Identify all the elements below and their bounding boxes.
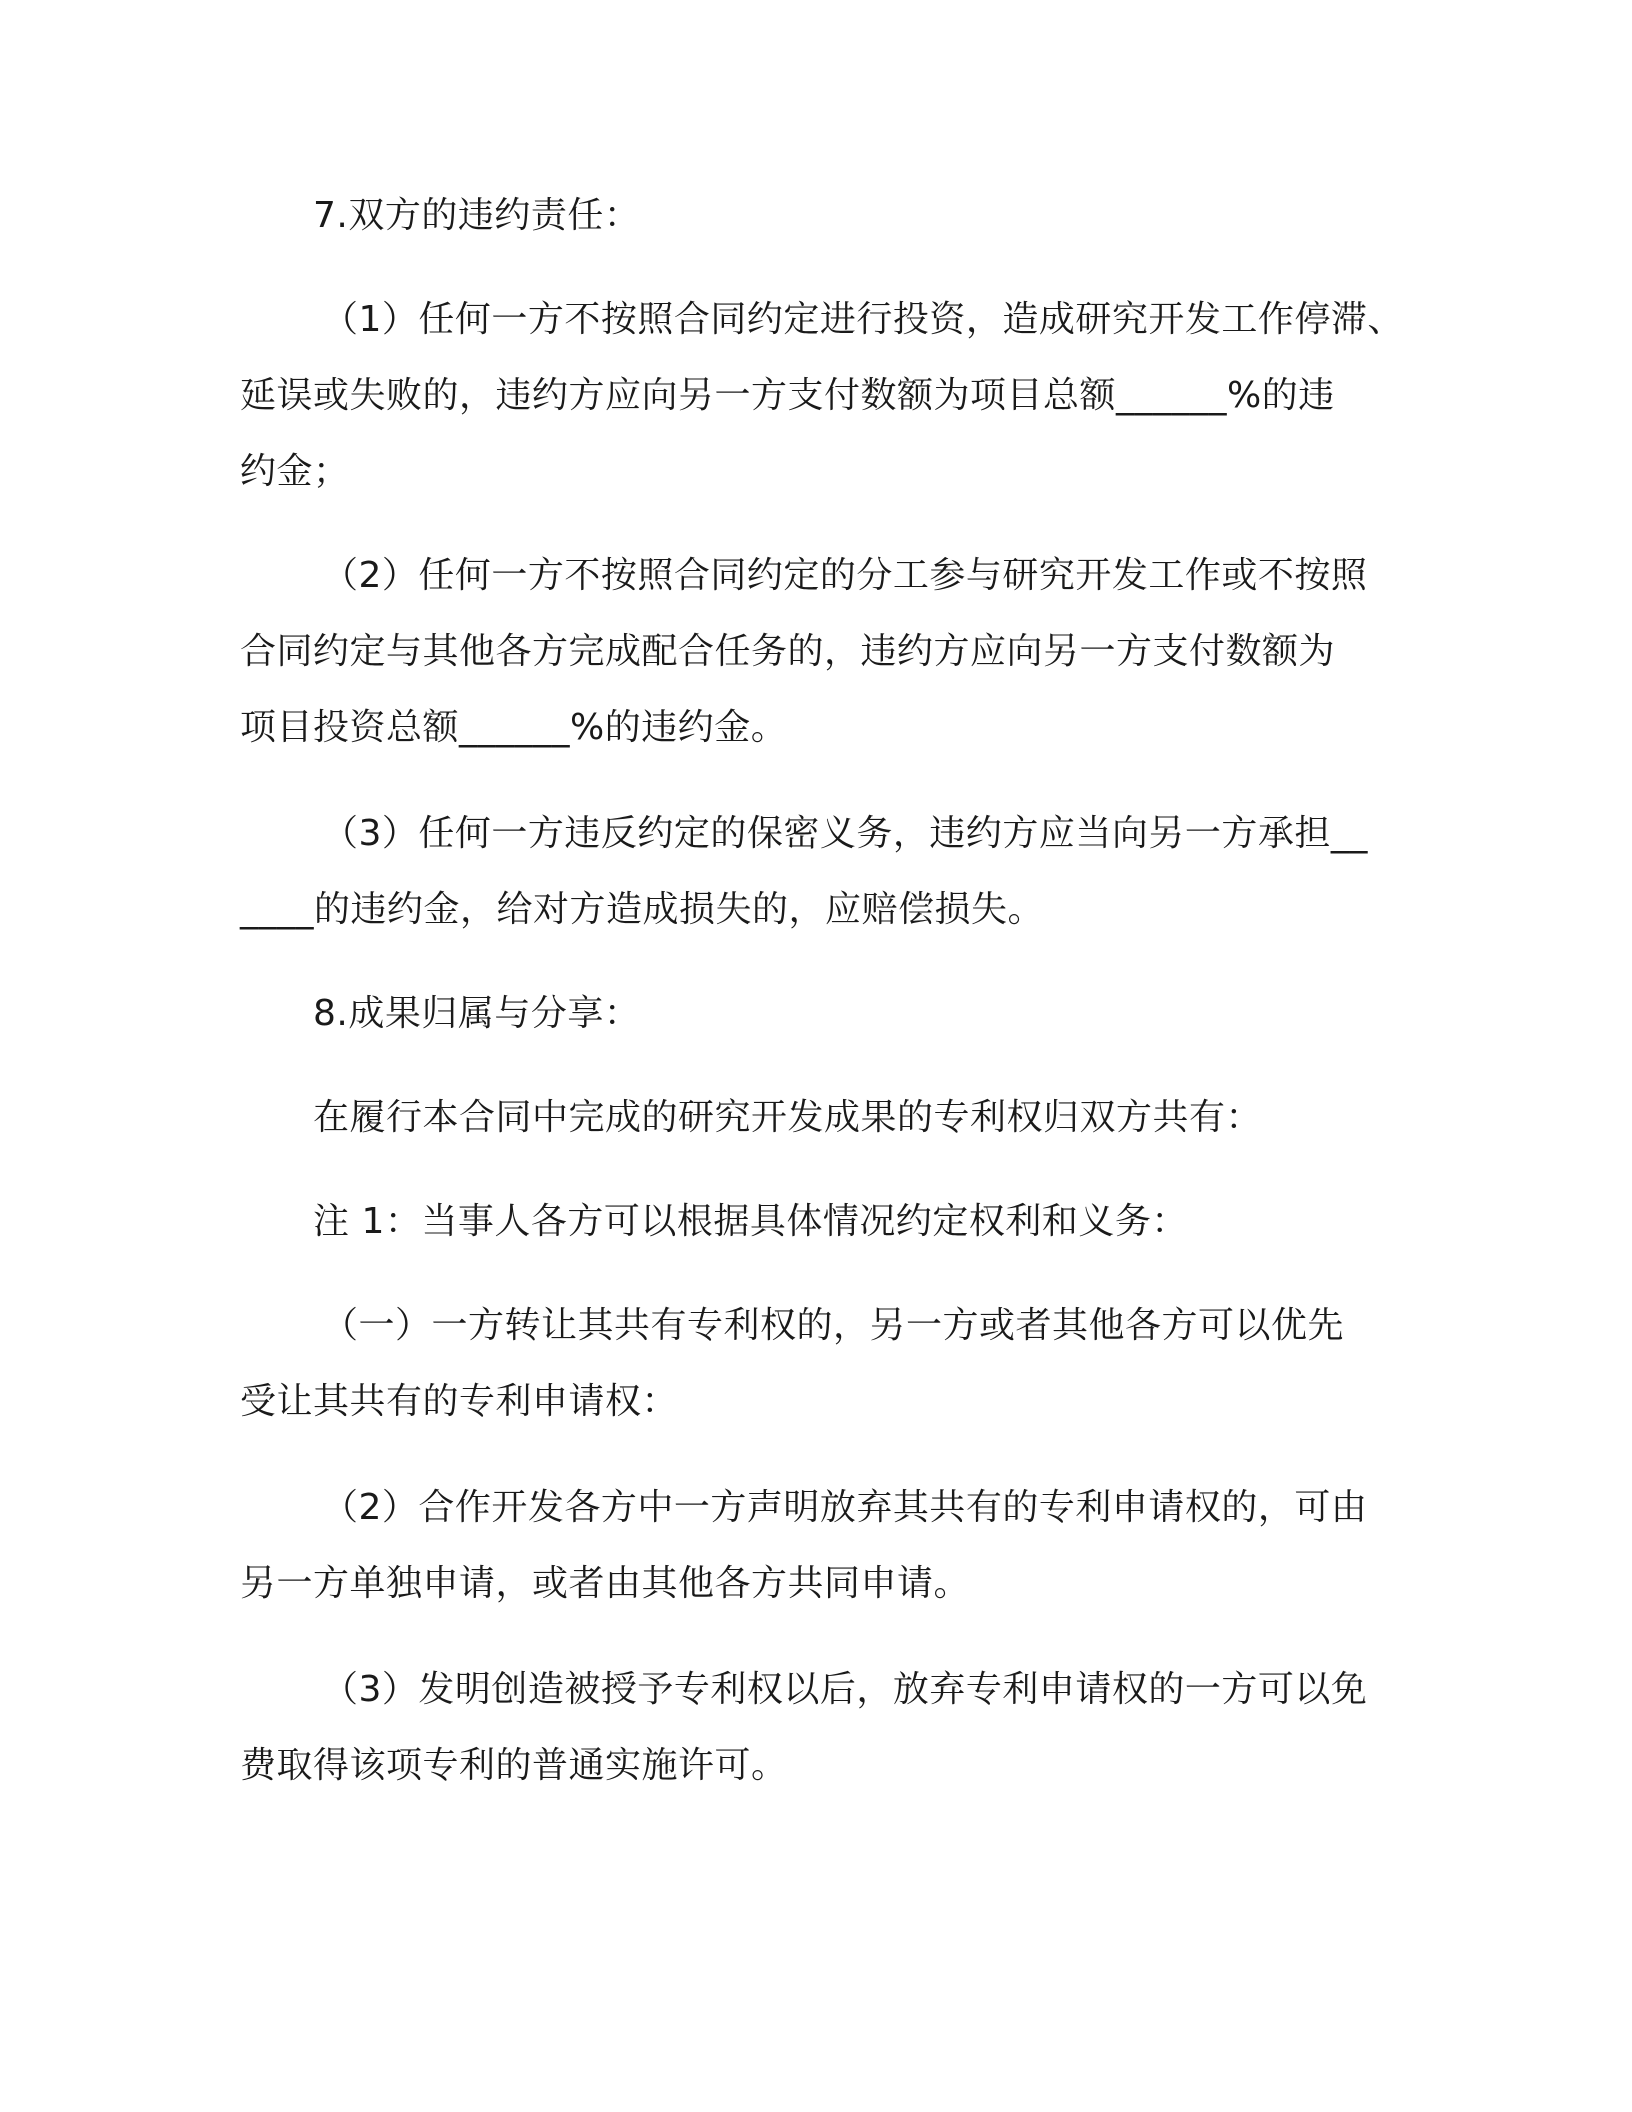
text-line: 延误或失败的，违约方应向另一方支付数额为项目总额______%的违 bbox=[240, 375, 1335, 416]
section-7-heading bbox=[240, 178, 1390, 254]
section-8-item-3 bbox=[240, 1652, 1390, 1804]
text-line: 在履行本合同中完成的研究开发成果的专利权归双方共有： bbox=[313, 1097, 1263, 1138]
section-7-item-3 bbox=[240, 796, 1390, 948]
text-line: 受让其共有的专利申请权： bbox=[240, 1381, 679, 1422]
text-line: （3）发明创造被授予专利权以后，放弃专利申请权的一方可以免 bbox=[322, 1669, 1368, 1710]
section-8-heading bbox=[240, 976, 1390, 1052]
section-8-item-1 bbox=[240, 1288, 1390, 1440]
section-8-item-2 bbox=[240, 1470, 1390, 1622]
text-line: （2）合作开发各方中一方声明放弃其共有的专利申请权的，可由 bbox=[322, 1487, 1368, 1528]
text-line: （3）任何一方违反约定的保密义务，违约方应当向另一方承担__ bbox=[322, 813, 1368, 854]
text-line: ____的违约金，给对方造成损失的，应赔偿损失。 bbox=[240, 889, 1045, 930]
section-8-body bbox=[240, 1080, 1390, 1156]
section-7-item-1 bbox=[240, 282, 1404, 510]
text-line: 另一方单独申请，或者由其他各方共同申请。 bbox=[240, 1563, 971, 1604]
section-7-item-2 bbox=[240, 538, 1390, 766]
text-line: （1）任何一方不按照合同约定进行投资，造成研究开发工作停滞、 bbox=[322, 299, 1404, 340]
text-line: 合同约定与其他各方完成配合任务的，违约方应向另一方支付数额为 bbox=[240, 631, 1336, 672]
section-8-note-1 bbox=[240, 1184, 1390, 1260]
text-line: 注 1：当事人各方可以根据具体情况约定权利和义务： bbox=[313, 1201, 1188, 1242]
text-line: （2）任何一方不按照合同约定的分工参与研究开发工作或不按照 bbox=[322, 555, 1368, 596]
text-line: 费取得该项专利的普通实施许可。 bbox=[240, 1745, 788, 1786]
text-line: （一）一方转让其共有专利权的，另一方或者其他各方可以优先 bbox=[322, 1305, 1345, 1346]
text-line: 7.双方的违约责任： bbox=[313, 195, 641, 236]
text-line: 约金； bbox=[240, 451, 350, 492]
text-line: 8.成果归属与分享： bbox=[313, 993, 641, 1034]
text-line: 项目投资总额______%的违约金。 bbox=[240, 707, 788, 748]
